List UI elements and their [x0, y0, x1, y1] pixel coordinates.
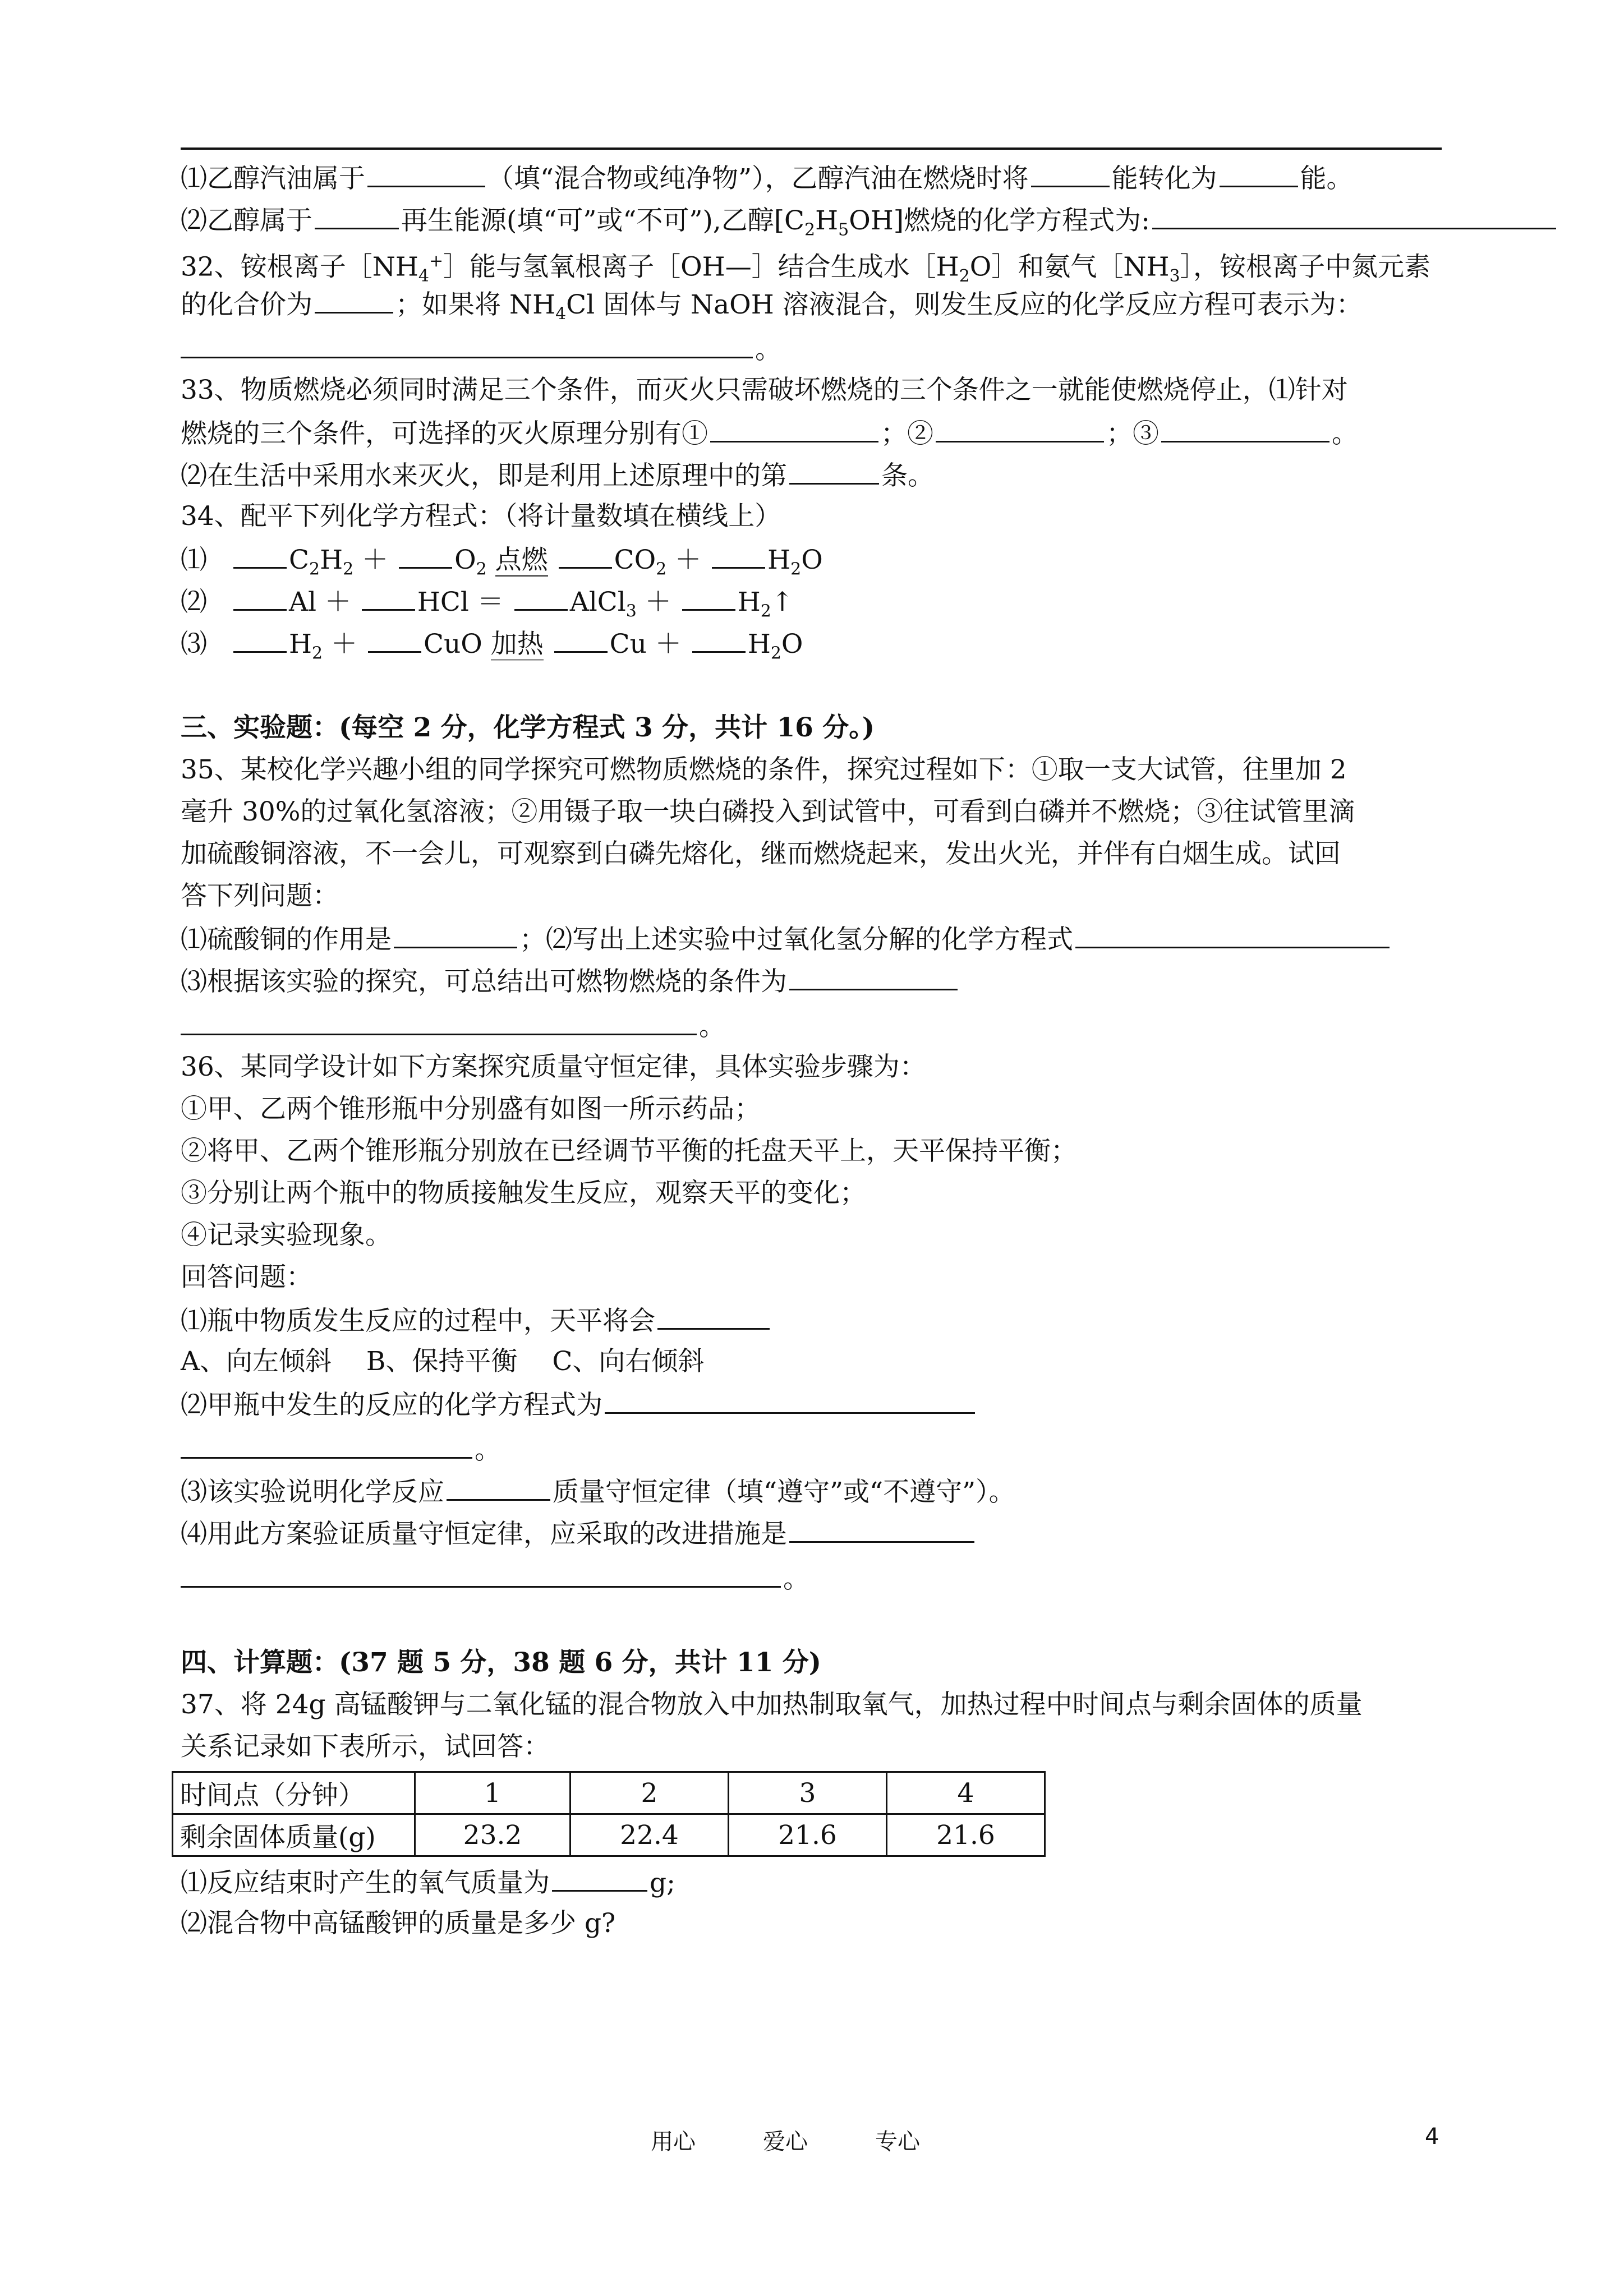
- coefficient-blank: [233, 582, 287, 611]
- equation-number: ⑵: [181, 587, 207, 617]
- data-table: [172, 1771, 1046, 1857]
- q37-text: 37、将 24g 高锰酸钾与二氧化锰的混合物放入中加热制取氧气，加热过程中时间点与剩余固体的质量: [181, 1689, 1363, 1720]
- footer-word: 用心: [651, 2129, 696, 2155]
- section-4-title: [181, 1644, 821, 1681]
- q33-text: ；③: [1106, 418, 1159, 449]
- q36-text: ⑵甲瓶中发生的反应的化学方程式为: [181, 1390, 602, 1421]
- q34-equation-2: ⑵ Al ＋ HCl ＝ AlCl$_3$ ＋ $H_2↑$: [181, 582, 793, 630]
- q33-text: ⑵在生活中采用水来灭火，即是利用上述原理中的第: [181, 460, 787, 491]
- answer-blank: [367, 159, 485, 187]
- q36-line11: [181, 1472, 1015, 1511]
- table-cell: 21.6: [887, 1814, 1045, 1856]
- coefficient-blank: [554, 624, 608, 653]
- answer-blank: [394, 920, 517, 948]
- q32-text: O］和氨气［NH: [969, 251, 1170, 283]
- table-header-cell: 时间点（分钟）: [173, 1772, 415, 1814]
- q31-text: 能转化为: [1111, 163, 1217, 194]
- answer-blank: [315, 285, 393, 313]
- q36-line7: [181, 1301, 772, 1340]
- q33-line3: [181, 456, 934, 495]
- equation-number: ⑶: [181, 629, 207, 660]
- q31-line1: [181, 159, 1353, 197]
- coefficient-blank: [399, 540, 452, 569]
- answer-blank: [1031, 159, 1110, 187]
- q35-text: 。: [699, 1011, 725, 1042]
- q36-text: 。: [783, 1564, 809, 1594]
- q36-line1: [181, 1049, 926, 1086]
- q33-text: 。: [1332, 418, 1358, 449]
- coefficient-blank: [682, 582, 735, 611]
- q36-text: 。: [475, 1435, 501, 1465]
- q31-text: （填“混合物或纯净物”），乙醇汽油在燃烧时将: [487, 163, 1029, 194]
- q34-equation-1: ⑴ $C_2H_2 + O_2$ 点燃 $CO_2 + H_2O$: [181, 540, 823, 588]
- answer-blank: [789, 1514, 974, 1543]
- q32-text: 。: [755, 334, 781, 365]
- coefficient-blank: [559, 540, 612, 569]
- section-title: 四、计算题：(37 题 5 分，38 题 6 分，共计 11 分): [181, 1647, 821, 1678]
- table-cell: 4: [887, 1772, 1045, 1814]
- q32-text: ；如果将 NH: [395, 289, 556, 320]
- q32-text: 32、铵根离子［NH: [181, 251, 418, 283]
- q33-text: 燃烧的三个条件，可选择的灭火原理分别有①: [181, 418, 708, 449]
- q35-line6: [181, 962, 960, 1001]
- footer-word: 爱心: [763, 2129, 808, 2155]
- q37-text: ⑵混合物中高锰酸钾的质量是多少 g?: [181, 1908, 616, 1939]
- subscript: 3: [1169, 266, 1180, 287]
- subscript: 4: [555, 304, 567, 324]
- answer-blank: [936, 414, 1104, 442]
- q36-text: 回答问题：: [181, 1262, 312, 1293]
- table-cell: 1: [415, 1772, 571, 1814]
- q37-sub1: [181, 1863, 675, 1902]
- page-number: 4: [1425, 2124, 1439, 2150]
- subscript: 2: [959, 266, 970, 287]
- q35-text: ⑶根据该实验的探究，可总结出可燃物燃烧的条件为: [181, 966, 787, 997]
- q33-line2: [181, 414, 1358, 453]
- coefficient-blank: [368, 624, 421, 653]
- answer-blank: [1220, 159, 1298, 187]
- q31-text: OH]燃烧的化学方程式为:: [849, 205, 1150, 236]
- q36-text: 36、某同学设计如下方案探究质量守恒定律，具体实验步骤为：: [181, 1052, 926, 1082]
- q32-text: 的化合价为: [181, 289, 312, 320]
- equation-number: ⑴: [181, 545, 207, 575]
- q36-text: A、向左倾斜 B、保持平衡 C、向右倾斜: [181, 1346, 705, 1377]
- q31-text: ⑵乙醇属于: [181, 205, 312, 236]
- q32-line3: [181, 330, 781, 368]
- superscript: +: [429, 251, 444, 271]
- q31-text: 再生能源(填“可”或“不可”),乙醇[C: [401, 205, 805, 236]
- q35-line3: [181, 836, 1341, 873]
- answer-blank: [605, 1385, 975, 1414]
- q33-line1: [181, 372, 1348, 409]
- q35-line5: [181, 920, 1392, 958]
- table-cell: 2: [571, 1772, 729, 1814]
- q31-text: ⑴乙醇汽油属于: [181, 163, 365, 194]
- q36-line2: [181, 1091, 761, 1128]
- coefficient-blank: [514, 582, 568, 611]
- table-cell: 21.6: [729, 1814, 887, 1856]
- answer-blank: [181, 1559, 781, 1588]
- q32-text: ］，铵根离子中氮元素: [1180, 251, 1431, 283]
- answer-blank: [552, 1863, 647, 1892]
- q35-line1: [181, 751, 1347, 789]
- q36-text: ②将甲、乙两个锥形瓶分别放在已经调节平衡的托盘天平上，天平保持平衡；: [181, 1136, 1077, 1167]
- q31-text: 能。: [1300, 163, 1353, 194]
- q32-text: Cl 固体与 NaOH 溶液混合，则发生反应的化学反应方程可表示为：: [566, 289, 1363, 320]
- q37-text: g;: [650, 1868, 675, 1898]
- q36-text: ⑶该实验说明化学反应: [181, 1477, 444, 1507]
- answer-blank: [657, 1301, 770, 1330]
- q36-options: [181, 1343, 704, 1380]
- q32-line2: [181, 285, 1363, 333]
- q37-line1: [181, 1686, 1363, 1723]
- header-rule: [181, 147, 1442, 150]
- coefficient-blank: [233, 624, 287, 653]
- q36-text: ⑴瓶中物质发生反应的过程中，天平将会: [181, 1306, 655, 1336]
- answer-blank: [181, 1007, 697, 1035]
- q32-text: ］能与氢氧根离子［OH: [443, 251, 725, 283]
- section-3-title: [181, 709, 875, 746]
- reaction-condition: 加热: [491, 629, 544, 661]
- table-row: [173, 1772, 1045, 1814]
- answer-blank: [447, 1472, 550, 1501]
- q35-text: 答下列问题：: [181, 880, 339, 911]
- table-row: [173, 1814, 1045, 1856]
- coefficient-blank: [362, 582, 415, 611]
- answer-blank: [1161, 414, 1329, 442]
- footer-word: 专心: [875, 2129, 920, 2155]
- answer-blank: [710, 414, 878, 442]
- q36-line4: [181, 1175, 866, 1212]
- table-cell: 23.2: [415, 1814, 571, 1856]
- coefficient-blank: [233, 540, 287, 569]
- q36-line9: [181, 1385, 977, 1424]
- q36-text: ①甲、乙两个锥形瓶中分别盛有如图一所示药品；: [181, 1094, 761, 1124]
- q36-line10: [181, 1430, 501, 1469]
- q34-title: [181, 498, 781, 535]
- table-cell: 22.4: [571, 1814, 729, 1856]
- q36-line13: [181, 1559, 809, 1598]
- answer-blank: [181, 1430, 472, 1459]
- q31-text: H: [815, 205, 839, 236]
- q35-text: 35、某校化学兴趣小组的同学探究可燃物质燃烧的条件，探究过程如下：①取一支大试管，往里加 2: [181, 754, 1347, 785]
- q36-text: 质量守恒定律（填“遵守”或“不遵守”）。: [553, 1477, 1015, 1507]
- q37-text: 关系记录如下表所示，试回答：: [181, 1731, 550, 1762]
- q35-text: ⑴硫酸铜的作用是: [181, 924, 392, 955]
- subscript: 2: [804, 220, 816, 240]
- subscript: 5: [838, 220, 849, 240]
- q36-line5: [181, 1217, 392, 1254]
- q35-line4: [181, 878, 339, 915]
- q34-text: 34、配平下列化学方程式：（将计量数填在横线上）: [181, 501, 781, 532]
- q33-text: ；②: [881, 418, 933, 449]
- answer-blank: [789, 456, 879, 485]
- q36-text: ⑷用此方案验证质量守恒定律，应采取的改进措施是: [181, 1519, 787, 1550]
- q37-sub2: [181, 1905, 615, 1942]
- q32-text: ］结合生成水［H: [751, 251, 959, 283]
- q37-line2: [181, 1728, 550, 1765]
- section-title: 三、实验题：(每空 2 分，化学方程式 3 分，共计 16 分。): [181, 712, 875, 743]
- answer-blank: [1152, 201, 1556, 229]
- q35-text: ；⑵写出上述实验中过氧化氢分解的化学方程式: [519, 924, 1073, 955]
- q36-line3: [181, 1133, 1077, 1170]
- q33-text: 条。: [881, 460, 934, 491]
- q37-text: ⑴反应结束时产生的氧气质量为: [181, 1868, 550, 1898]
- answer-blank: [1075, 920, 1390, 948]
- q36-line6: [181, 1259, 312, 1296]
- q35-line2: [181, 794, 1355, 831]
- reaction-condition: 点燃: [495, 545, 548, 577]
- q35-text: 毫升 30%的过氧化氢溶液；②用镊子取一块白磷投入到试管中，可看到白磷并不燃烧；③往试管里滴: [181, 796, 1355, 827]
- q36-text: ③分别让两个瓶中的物质接触发生反应，观察天平的变化；: [181, 1178, 866, 1209]
- answer-blank: [181, 330, 753, 358]
- q35-text: 加硫酸铜溶液，不一会儿，可观察到白磷先熔化，继而燃烧起来，发出火光，并伴有白烟生成。试回: [181, 838, 1341, 869]
- answer-blank: [789, 962, 958, 990]
- q32-text: —: [725, 251, 752, 283]
- table-cell: 3: [729, 1772, 887, 1814]
- q35-line7: [181, 1007, 725, 1045]
- q36-text: ④记录实验现象。: [181, 1220, 392, 1251]
- table-header-cell: 剩余固体质量(g): [173, 1814, 415, 1856]
- q34-equation-3: ⑶ $H_2$ ＋ CuO 加热 $Cu + H_2O$: [181, 624, 803, 672]
- subscript: 4: [418, 266, 430, 287]
- answer-blank: [315, 201, 399, 229]
- q33-text: 33、物质燃烧必须同时满足三个条件，而灭火只需破坏燃烧的三个条件之一就能使燃烧停止，⑴针对: [181, 375, 1348, 405]
- coefficient-blank: [712, 540, 765, 569]
- coefficient-blank: [692, 624, 746, 653]
- q36-line12: [181, 1514, 977, 1553]
- q31-line2: [181, 201, 1558, 248]
